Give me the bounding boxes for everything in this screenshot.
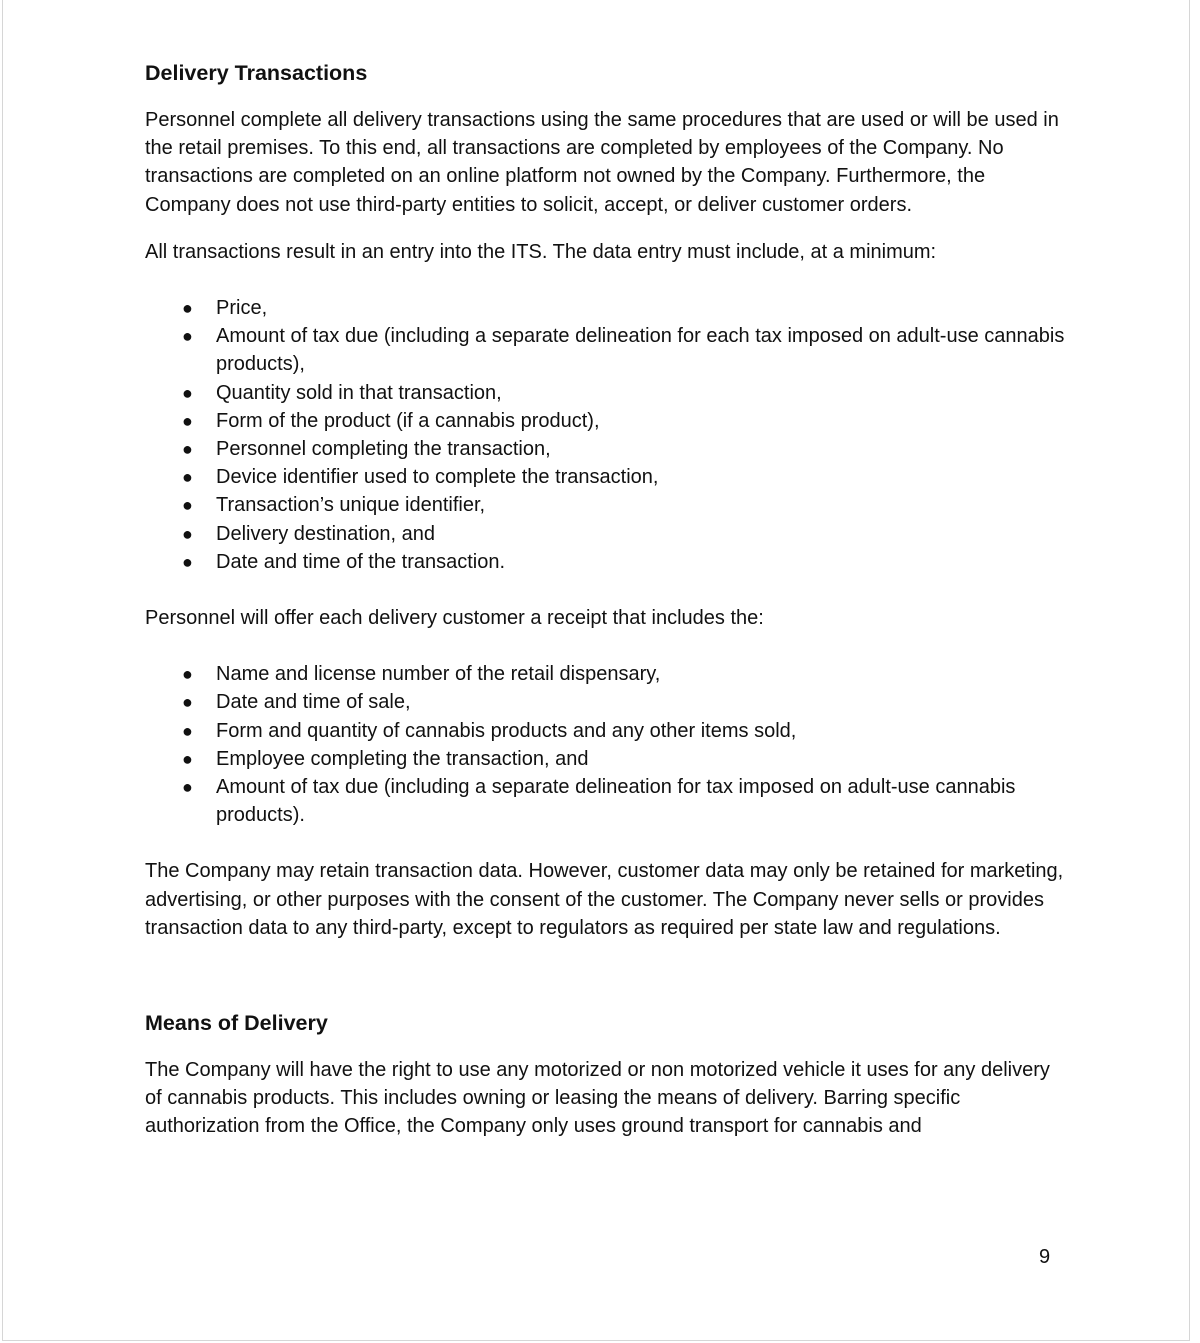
paragraph-receipt-intro: Personnel will offer each delivery customer a receipt that includes the:: [145, 607, 764, 630]
page-number: 9: [1039, 1246, 1051, 1268]
bullet-icon: ●: [182, 692, 193, 713]
list-item: ● Device identifier used to complete the transaction,: [145, 463, 1065, 491]
bullet-icon: ●: [182, 467, 193, 488]
list-item: ● Transaction’s unique identifier,: [145, 491, 1065, 519]
paragraph-data-retention: The Company may retain transaction data. However, customer data may only be retained for marketing, advertising, or other purposes with the consent of the customer. The Company never sells or provides transaction data to any third-party, except to regulators as required per state law and regulations.: [145, 860, 1064, 939]
bullet-icon: ●: [182, 439, 193, 460]
bullet-icon: ●: [182, 720, 193, 741]
list-item: ● Employee completing the transaction, and: [145, 745, 1065, 773]
list-item: ● Quantity sold in that transaction,: [145, 379, 1065, 407]
bullet-icon: ●: [182, 551, 193, 572]
list-item: ● Date and time of the transaction.: [145, 548, 1065, 576]
page-content: [145, 58, 1065, 1141]
list-item: ● Personnel completing the transaction,: [145, 435, 1065, 463]
bullet-icon: ●: [182, 664, 193, 685]
list-item: ● Form of the product (if a cannabis product),: [145, 407, 1065, 435]
receipt-contents-list: [145, 660, 1065, 829]
its-data-entry-list: [145, 294, 1065, 576]
bullet-icon: ●: [182, 410, 193, 431]
paragraph-its-entry: All transactions result in an entry into the ITS. The data entry must include, at a minimum:: [145, 240, 937, 263]
list-item: ● Price,: [145, 294, 1065, 322]
section-heading-means-of-delivery: Means of Delivery: [145, 1011, 328, 1036]
list-item: ● Form and quantity of cannabis products and any other items sold,: [145, 717, 1065, 745]
list-item: ● Date and time of sale,: [145, 688, 1065, 716]
bullet-icon: ●: [182, 298, 193, 319]
bullet-icon: ●: [182, 748, 193, 769]
paragraph-delivery-procedures: Personnel complete all delivery transactions using the same procedures that are used or will be used in the retail premises. To this end, all transactions are completed by employees of the Company. No transactions are completed on an online platform not owned by the Company. Furthermore, the Company does not use third-party entities to solicit, accept, or deliver customer orders.: [145, 109, 1059, 216]
list-item: ● Amount of tax due (including a separate delineation for each tax imposed on adult-use cannabis products),: [145, 322, 1065, 378]
list-item: ● Amount of tax due (including a separate delineation for tax imposed on adult-use cannabis products).: [145, 773, 1065, 829]
bullet-icon: ●: [182, 523, 193, 544]
list-item: ● Delivery destination, and: [145, 520, 1065, 548]
bullet-icon: ●: [182, 382, 193, 403]
bullet-icon: ●: [182, 495, 193, 516]
document-page: [2, 0, 1190, 1341]
bullet-icon: ●: [182, 326, 193, 347]
bullet-icon: ●: [182, 777, 193, 798]
list-item: ● Name and license number of the retail dispensary,: [145, 660, 1065, 688]
paragraph-means-of-delivery: The Company will have the right to use any motorized or non motorized vehicle it uses for any delivery of cannabis products. This includes owning or leasing the means of delivery. Barring specific authorization from the Office, the Company only uses ground transport for cannabis and: [145, 1059, 1050, 1138]
section-heading-delivery-transactions: Delivery Transactions: [145, 61, 368, 85]
